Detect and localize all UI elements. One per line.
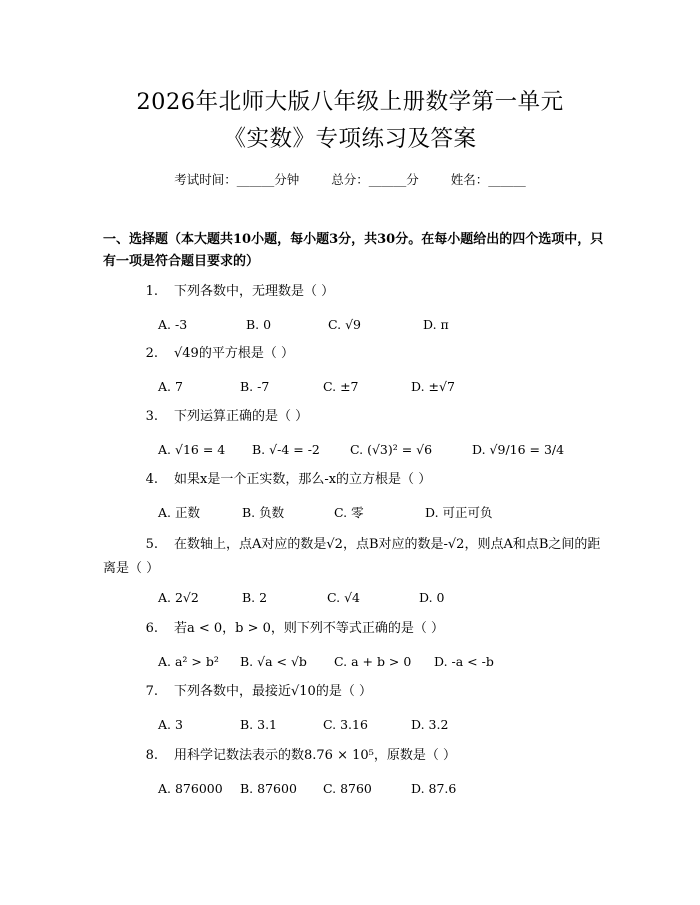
option-b: B. √-4 = -2 — [252, 442, 320, 457]
question-number: 5. — [145, 537, 158, 552]
option-a: A. a² > b² — [158, 654, 219, 669]
option-a: A. 2√2 — [158, 590, 199, 605]
option-b: B. 3.1 — [240, 717, 278, 732]
document-title-line-2: 《实数》专项练习及答案 — [223, 126, 477, 152]
exam-info-row — [0, 170, 700, 188]
option-a: A. 876000 — [158, 781, 223, 796]
option-b: B. 负数 — [242, 505, 285, 520]
question-number: 4. — [145, 472, 158, 487]
option-c: C. √4 — [327, 590, 360, 605]
question-text: 在数轴上，点A对应的数是√2，点B对应的数是-√2，则点A和点B之间的距离是（ ） — [103, 537, 601, 576]
option-a: A. 正数 — [158, 505, 200, 520]
option-a: A. 7 — [158, 379, 183, 394]
option-c: C. 8760 — [323, 781, 372, 796]
question-text: 用科学记数法表示的数8.76 × 10⁵，原数是（ ） — [174, 748, 456, 763]
question-text: 下列运算正确的是（ ） — [174, 409, 309, 424]
option-a: A. 3 — [158, 717, 183, 732]
option-a: A. √16 = 4 — [158, 442, 226, 457]
student-name-field: 姓名：______ — [450, 172, 526, 187]
option-d: D. 可正可负 — [425, 505, 493, 520]
section-heading: 一、选择题（本大题共10小题，每小题3分，共30分。在每小题给出的四个选项中，只有一项是符合题目要求的） — [103, 232, 604, 269]
question-text: 如果x是一个正实数，那么-x的立方根是（ ） — [174, 472, 432, 487]
question-number: 2. — [145, 346, 158, 361]
option-c: C. 3.16 — [323, 717, 368, 732]
question-8 — [103, 744, 613, 768]
question-1 — [103, 280, 613, 304]
question-number: 8. — [145, 748, 158, 763]
total-score-field: 总分：______分 — [331, 172, 419, 187]
option-d: D. √9/16 = 3/4 — [472, 442, 565, 457]
question-number: 1. — [145, 284, 158, 299]
question-4 — [103, 468, 613, 492]
option-d: D. 0 — [419, 590, 445, 605]
option-b: B. -7 — [240, 379, 270, 394]
question-text: 下列各数中，无理数是（ ） — [174, 284, 335, 299]
option-d: D. -a < -b — [434, 654, 494, 669]
option-a: A. -3 — [158, 317, 188, 332]
option-d: D. 3.2 — [411, 717, 449, 732]
option-c: C. (√3)² = √6 — [350, 442, 433, 457]
question-text: 下列各数中，最接近√10的是（ ） — [174, 684, 372, 699]
question-3 — [103, 405, 613, 429]
exam-time-field: 考试时间：______分钟 — [174, 172, 300, 187]
document-title-line-1: 2026年北师大版八年级上册数学第一单元 — [136, 89, 564, 115]
option-d: D. π — [423, 317, 449, 332]
option-d: D. ±√7 — [411, 379, 455, 394]
question-5 — [103, 533, 613, 581]
question-number: 6. — [145, 621, 158, 636]
question-7 — [103, 680, 613, 704]
option-c: C. ±7 — [323, 379, 359, 394]
option-b: B. √a < √b — [240, 654, 307, 669]
option-c: C. a + b > 0 — [334, 654, 412, 669]
option-c: C. √9 — [328, 317, 361, 332]
option-b: B. 87600 — [240, 781, 297, 796]
question-number: 3. — [145, 409, 158, 424]
option-d: D. 87.6 — [411, 781, 457, 796]
question-text: √49的平方根是（ ） — [174, 346, 294, 361]
question-text: 若a < 0，b > 0，则下列不等式正确的是（ ） — [174, 621, 445, 636]
question-6 — [103, 617, 613, 641]
option-b: B. 2 — [242, 590, 268, 605]
option-c: C. 零 — [334, 505, 364, 520]
question-2 — [103, 342, 613, 366]
option-b: B. 0 — [246, 317, 272, 332]
question-number: 7. — [145, 684, 158, 699]
